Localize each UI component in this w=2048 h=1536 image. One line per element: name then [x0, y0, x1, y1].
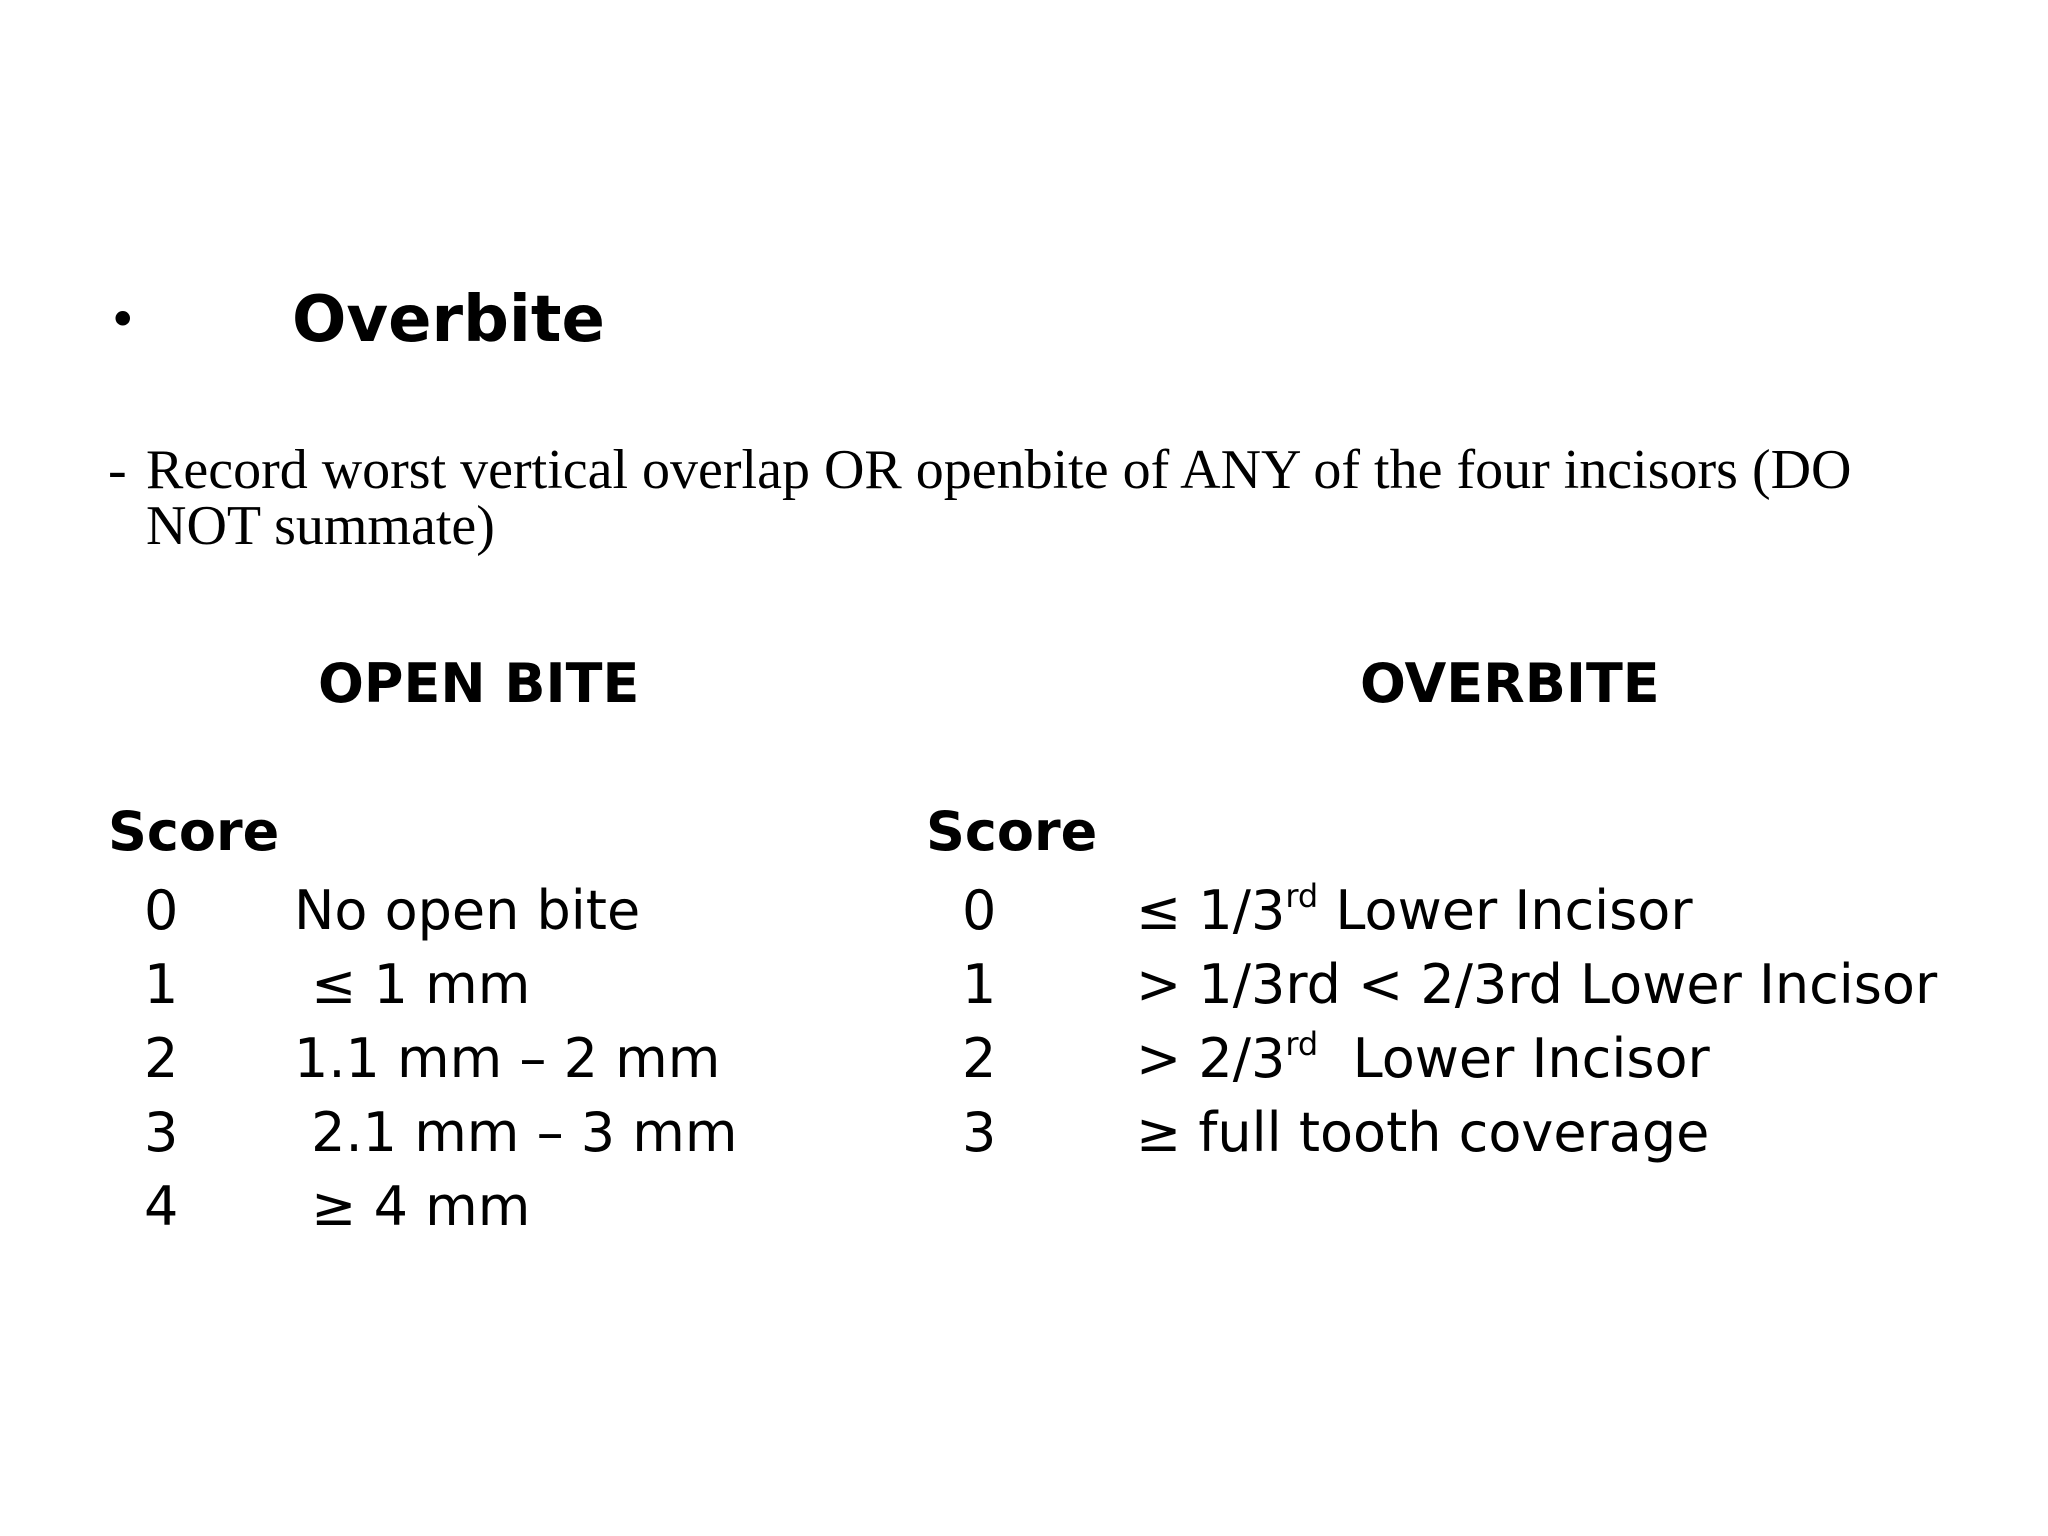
overbite-heading: OVERBITE: [1360, 652, 1660, 715]
instruction-text: [108, 439, 1938, 557]
score-description: ≥ 4 mm: [294, 1175, 531, 1238]
score-description: 1.1 mm – 2 mm: [294, 1027, 721, 1090]
description-text: Lower Incisor: [1318, 1027, 1710, 1090]
score-value: 1: [962, 953, 997, 1016]
open-bite-score-list: [108, 874, 868, 1244]
instruction-body: Record worst vertical overlap OR openbite of ANY of the four incisors (DO NOT summate): [146, 439, 1852, 557]
description-text: ≥ full tooth coverage: [1136, 1101, 1710, 1164]
bullet-icon: •: [108, 291, 138, 349]
score-description: ≤ 1 mm: [294, 953, 531, 1016]
score-description: [1136, 948, 1937, 1022]
score-value: 3: [144, 1101, 179, 1164]
open-bite-row: [108, 1096, 868, 1170]
description-text: ≤ 1/3: [1136, 879, 1286, 942]
open-bite-row: [108, 948, 868, 1022]
score-value: 0: [144, 879, 179, 942]
score-value: 1: [144, 953, 179, 1016]
open-bite-row: [108, 874, 868, 948]
overbite-row: [926, 948, 1966, 1022]
score-description: [1136, 874, 1693, 948]
description-text: > 1/3rd < 2/3rd Lower Incisor: [1136, 953, 1938, 1016]
dash-marker: -: [108, 439, 127, 501]
description-text: > 2/3: [1136, 1027, 1286, 1090]
score-value: 2: [144, 1027, 179, 1090]
overbite-score-list: [926, 874, 1966, 1170]
score-value: 0: [962, 879, 997, 942]
description-text: Lower Incisor: [1318, 879, 1693, 942]
open-bite-heading: OPEN BITE: [318, 652, 640, 715]
overbite-row: [926, 1096, 1966, 1170]
score-value: 4: [144, 1175, 179, 1238]
score-description: 2.1 mm – 3 mm: [294, 1101, 738, 1164]
score-description: [1136, 1096, 1709, 1170]
open-bite-row: [108, 1170, 868, 1244]
slide-heading: Overbite: [292, 283, 605, 357]
score-value: 3: [962, 1101, 997, 1164]
overbite-row: [926, 874, 1966, 948]
open-bite-score-label: Score: [108, 800, 280, 863]
superscript: rd: [1285, 877, 1319, 915]
open-bite-row: [108, 1022, 868, 1096]
score-description: No open bite: [294, 879, 641, 942]
superscript: rd: [1285, 1025, 1319, 1063]
score-description: [1136, 1022, 1710, 1096]
overbite-score-label: Score: [926, 800, 1098, 863]
score-value: 2: [962, 1027, 997, 1090]
overbite-row: [926, 1022, 1966, 1096]
